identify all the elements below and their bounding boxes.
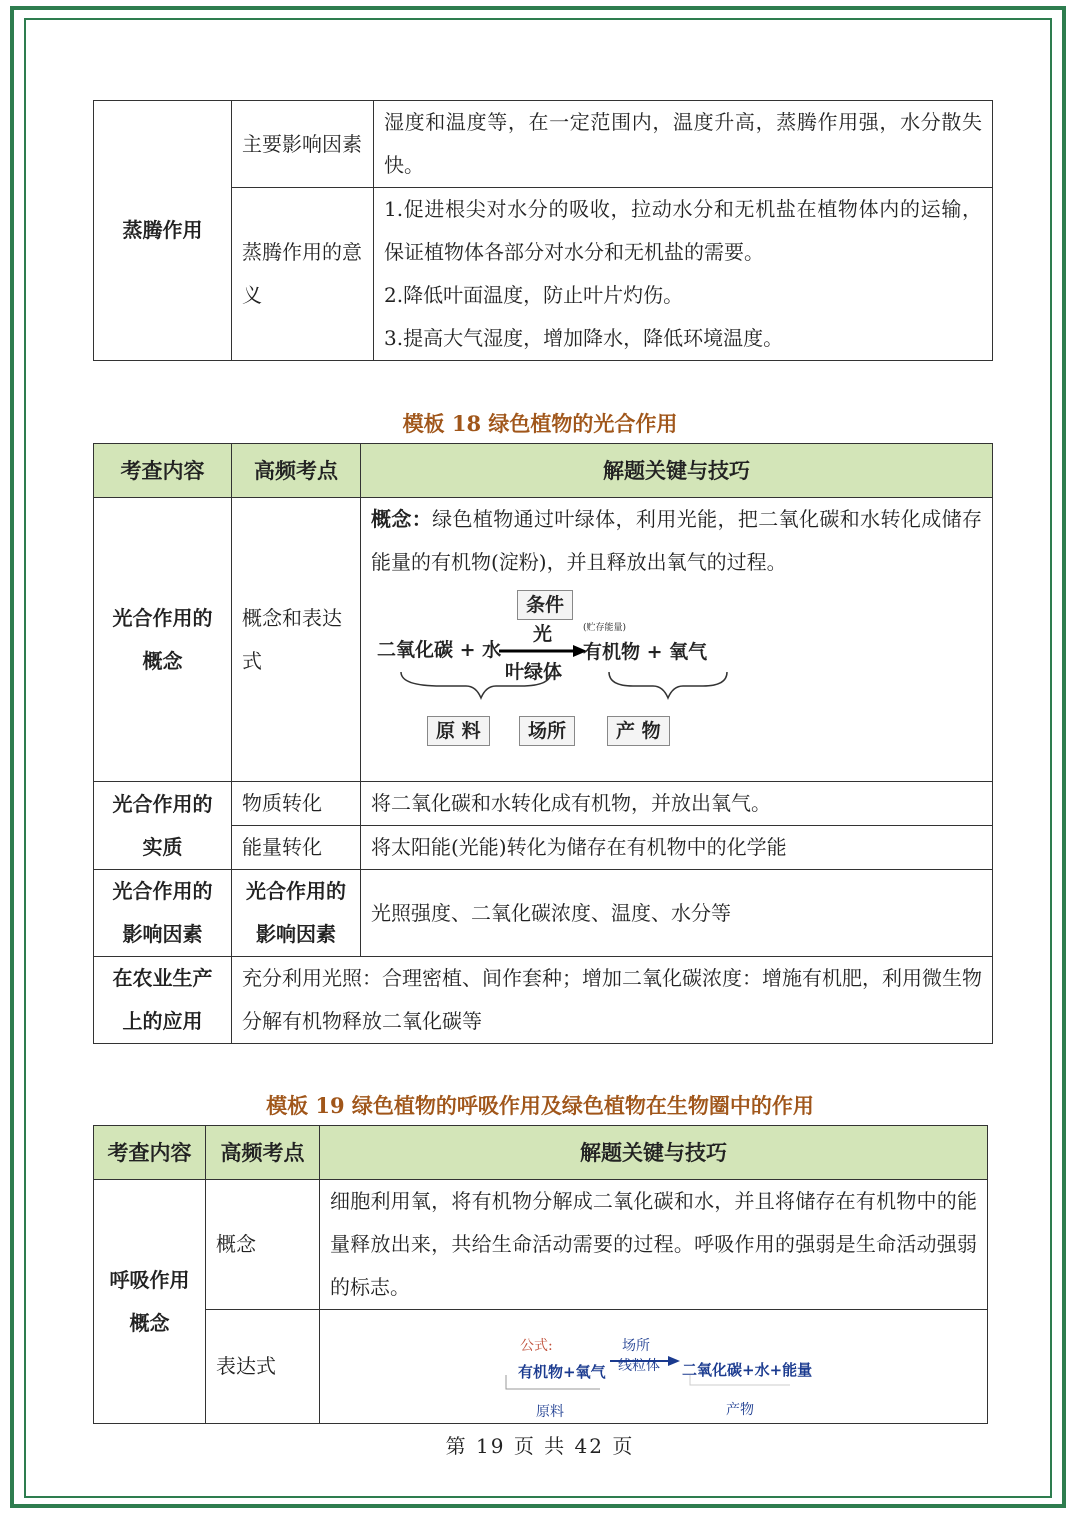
concept-label: 概念： xyxy=(371,507,433,531)
significance-line-2: 2.降低叶面温度，防止叶片灼伤。 xyxy=(384,283,684,307)
significance-line-3: 3.提高大气湿度，增加降水，降低环境温度。 xyxy=(384,326,784,350)
formula-arrow-icon xyxy=(610,1355,680,1367)
respiration-table xyxy=(93,1125,988,1424)
essence-content-2: 将太阳能(光能)转化为储存在有机物中的化学能 xyxy=(361,826,993,870)
formula-products: 二氧化碳+水+能量 xyxy=(682,1360,813,1379)
header-points: 高频考点 xyxy=(232,444,361,498)
header-keys: 解题关键与技巧 xyxy=(361,444,993,498)
transpiration-table xyxy=(93,100,993,361)
diagram-arrow-icon xyxy=(499,644,587,658)
significance-content xyxy=(374,188,993,361)
application-content: 充分利用光照：合理密植、间作套种；增加二氧化碳浓度：增施有机肥，利用微生物分解有机物释放二氧化碳等 xyxy=(232,957,993,1044)
respiration-concept-point: 概念 xyxy=(206,1180,320,1310)
photosynthesis-table xyxy=(93,443,993,1044)
header-content: 考查内容 xyxy=(94,444,232,498)
respiration-formula-cell xyxy=(320,1310,988,1424)
respiration-formula-point: 表达式 xyxy=(206,1310,320,1424)
diagram-products: 有机物 + 氧气 xyxy=(583,641,708,663)
diagram-condition-box: 条件 xyxy=(517,590,573,620)
essence-point-2: 能量转化 xyxy=(232,826,361,870)
significance-line-1: 1.促进根尖对水分的吸收，拉动水分和无机盐在植物体内的运输，保证植物体各部分对水分和无机盐的需要。 xyxy=(384,197,982,264)
concept-category: 光合作用的概念 xyxy=(94,498,232,782)
diagram-reactants: 二氧化碳 + 水 xyxy=(377,639,502,661)
formula-raw: 原料 xyxy=(536,1403,564,1420)
concept-paragraph xyxy=(371,498,982,584)
diagram-light: 光 xyxy=(533,623,553,645)
application-category: 在农业生产上的应用 xyxy=(94,957,232,1044)
formula-place: 场所 xyxy=(622,1337,650,1354)
essence-content-1: 将二氧化碳和水转化成有机物，并放出氧气。 xyxy=(361,782,993,826)
factor-content: 湿度和温度等，在一定范围内，温度升高，蒸腾作用强，水分散失快。 xyxy=(374,101,993,188)
concept-text: 绿色植物通过叶绿体，利用光能，把二氧化碳和水转化成储存能量的有机物(淀粉)，并且释放出氧气的过程。 xyxy=(371,507,983,574)
concept-point: 概念和表达式 xyxy=(232,498,361,782)
respiration-concept-content: 细胞利用氧，将有机物分解成二氧化碳和水，并且将储存在有机物中的能量释放出来，共给生命活动需要的过程。呼吸作用的强弱是生命活动强弱的标志。 xyxy=(320,1180,988,1310)
formula-label: 公式: xyxy=(520,1337,553,1354)
diagram-store-note: (贮存能量) xyxy=(583,623,627,633)
factor-point: 主要影响因素 xyxy=(232,101,374,188)
photosynthesis-diagram xyxy=(371,584,982,774)
formula-reactants: 有机物+氧气 xyxy=(518,1362,606,1381)
header19-points: 高频考点 xyxy=(206,1126,320,1180)
respiration-diagram xyxy=(330,1311,977,1423)
section18-title: 模板 18 绿色植物的光合作用 xyxy=(402,411,678,436)
transpiration-category: 蒸腾作用 xyxy=(94,101,232,361)
header19-content: 考查内容 xyxy=(94,1126,206,1180)
diagram-product-box: 产 物 xyxy=(607,716,670,746)
essence-point-1: 物质转化 xyxy=(232,782,361,826)
formula-product: 产物 xyxy=(726,1401,754,1418)
header19-keys: 解题关键与技巧 xyxy=(320,1126,988,1180)
page-number: 第 19 页 共 42 页 xyxy=(445,1434,635,1458)
concept-cell xyxy=(361,498,993,782)
diagram-chloroplast: 叶绿体 xyxy=(505,661,563,683)
formula-mitochondria: 线粒体 xyxy=(618,1357,660,1374)
section19-title: 模板 19 绿色植物的呼吸作用及绿色植物在生物圈中的作用 xyxy=(266,1093,814,1118)
diagram-braces xyxy=(371,668,991,708)
essence-category: 光合作用的实质 xyxy=(94,782,232,870)
diagram-place-box: 场所 xyxy=(519,716,575,746)
factors-point: 光合作用的影响因素 xyxy=(232,870,361,957)
respiration-category: 呼吸作用概念 xyxy=(94,1180,206,1424)
diagram-raw-box: 原 料 xyxy=(427,716,490,746)
factors-content: 光照强度、二氧化碳浓度、温度、水分等 xyxy=(361,870,993,957)
factors-category: 光合作用的影响因素 xyxy=(94,870,232,957)
significance-point: 蒸腾作用的意义 xyxy=(232,188,374,361)
